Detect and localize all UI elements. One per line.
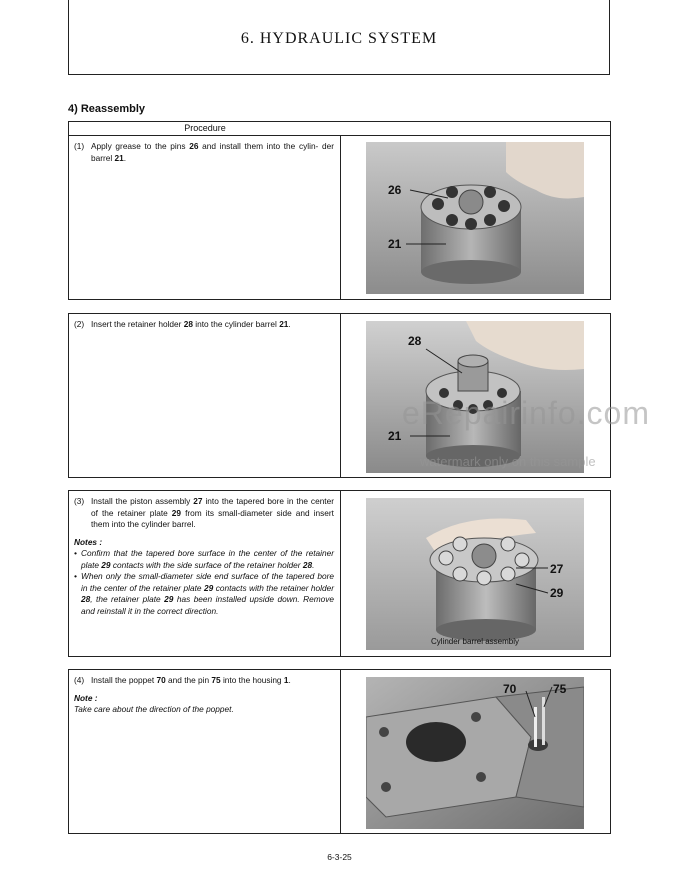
step-number: (1) xyxy=(74,141,85,151)
photo-cylinder-barrel-pins xyxy=(366,142,584,294)
notes-title: Notes : xyxy=(74,536,103,547)
watermark-site: eRepairinfo.com xyxy=(402,395,650,431)
photo-label-28: 28 xyxy=(408,334,422,348)
step-number: (4) xyxy=(74,675,85,685)
photo-label-21: 21 xyxy=(388,237,402,251)
note-item: • When only the small-diameter side end surface of the tapered bore in the center of the retainer plate 29 contacts with the retainer holder 28, the retainer plate 29 has been installed upside down. Remove and reinstall it in the correct direction. xyxy=(74,571,334,617)
photo-label-29: 29 xyxy=(550,586,564,600)
step-text: Apply grease to the pins 26 and install them into the cylin- der barrel 21. xyxy=(91,141,334,163)
page-title: 6. HYDRAULIC SYSTEM xyxy=(240,30,438,47)
procedure-column xyxy=(69,670,341,833)
photo-label-75: 75 xyxy=(553,682,567,696)
photo-poppet-housing xyxy=(366,677,584,829)
step-number: (2) xyxy=(74,319,85,329)
procedure-header: Procedure xyxy=(69,122,341,136)
procedure-column xyxy=(69,136,341,299)
photo-caption: Cylinder barrel assembly xyxy=(430,637,520,646)
image-header xyxy=(341,122,610,136)
procedure-table-3 xyxy=(68,490,611,657)
step-4 xyxy=(74,675,334,716)
step-1 xyxy=(74,141,334,164)
header-box xyxy=(68,0,610,75)
photo-label-27: 27 xyxy=(550,562,564,576)
note-title: Note : xyxy=(74,692,98,703)
section-title: 4) Reassembly xyxy=(68,103,146,115)
step-text: Install the piston assembly 27 into the tapered bore in the center of the retainer plate 29 from its small-diameter side and insert them into the cylinder barrel. xyxy=(91,496,334,529)
photo-label-21: 21 xyxy=(388,429,402,443)
step-2 xyxy=(74,319,334,331)
photo-label-70: 70 xyxy=(503,682,517,696)
photo-label-26: 26 xyxy=(388,183,402,197)
step-number: (3) xyxy=(74,496,85,506)
procedure-table-4 xyxy=(68,669,611,834)
procedure-column xyxy=(69,491,341,656)
note-item: • Confirm that the tapered bore surface in the center of the retainer plate 29 contacts with the side surface of the retainer holder 28. xyxy=(74,548,334,571)
note-text: Take care about the direction of the poppet. xyxy=(74,704,234,714)
step-text: Install the poppet 70 and the pin 75 into the housing 1. xyxy=(91,675,291,685)
photo-piston-assembly xyxy=(366,498,584,650)
page-number: 6-3-25 xyxy=(327,852,352,862)
procedure-table-1 xyxy=(68,121,611,300)
procedure-column xyxy=(69,314,341,477)
watermark-note: watermark only on this sample xyxy=(420,454,596,469)
step-text: Insert the retainer holder 28 into the cylinder barrel 21. xyxy=(91,319,291,329)
step-3 xyxy=(74,496,334,617)
